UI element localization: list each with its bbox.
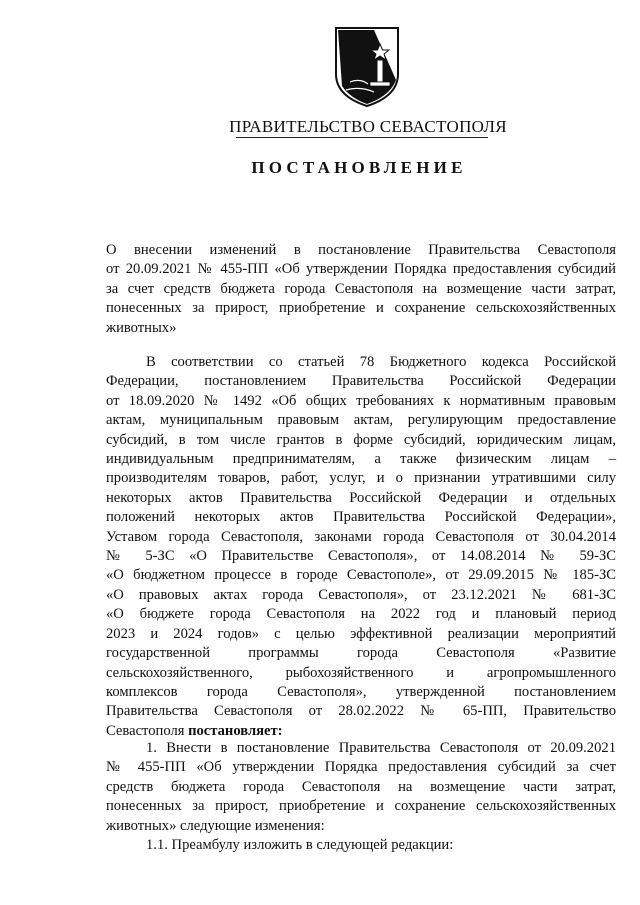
preamble-last-word: Севастополя [106,722,185,739]
preamble-line: комплексов города Севастополя», утвержденной постановлением [106,683,616,700]
decree-keyword: постановляет: [188,722,283,739]
preamble-line: производителям товаров, работ, услуг, и о признании утратившими силу [106,470,616,487]
preamble-line: № 5-ЗС «О Правительстве Севастополя», от 14.08.2014 № 59-ЗС [106,548,616,565]
preamble-paragraph [106,353,616,741]
preamble-line: В соответствии со статьей 78 Бюджетного кодекса Российской [146,354,616,370]
preamble-line: 2023 и 2024 годов» с целью эффективной реализации мероприятий [106,625,616,642]
title-line: О внесении изменений в постановление Правительства Севастополя [106,242,616,258]
document-type-heading: ПОСТАНОВЛЕНИЕ [251,158,467,177]
title-line: за счет средств бюджета города Севастополя на возмещение части затрат, [106,280,616,297]
government-name: ПРАВИТЕЛЬСТВО СЕВАСТОПОЛЯ [229,117,507,136]
preamble-line: положений некоторых актов Правительства Российской Федерации», [106,509,616,526]
header-underline [236,137,488,138]
item-1-1-line: 1.1. Преамбулу изложить в следующей редакции: [146,837,454,854]
coat-of-arms-emblem [330,22,404,108]
preamble-line: индивидуальным предпринимателям, а также физическим лицам – [106,451,616,468]
title-line: понесенных за прирост, приобретение и сохранение сельскохозяйственных [106,300,616,317]
preamble-line: «О правовых актах города Севастополя», от 23.12.2021 № 681-ЗС [106,586,616,603]
item-1-paragraph [106,739,616,855]
item-1-line: № 455-ПП «Об утверждении Порядка предоставления субсидий за счет [106,759,616,776]
item-1-line: средств бюджета города Севастополя на возмещение части затрат, [106,778,616,795]
preamble-line: некоторых актов Правительства Российской Федерации и отдельных [106,489,616,506]
preamble-line: государственной программы города Севастополя «Развитие [106,645,616,662]
preamble-line: Федерации, постановлением Правительства Российской Федерации [106,373,616,390]
preamble-line: Правительства Севастополя от 28.02.2022 № 65-ПП, Правительство [106,703,616,720]
item-1-line: животных» следующие изменения: [106,817,325,834]
item-1-line: 1. Внести в постановление Правительства Севастополя от 20.09.2021 [146,740,616,756]
resolution-title [106,241,616,338]
title-line: от 20.09.2021 № 455-ПП «Об утверждении Порядка предоставления субсидий [106,261,616,278]
preamble-line: Уставом города Севастополя, законами города Севастополя от 30.04.2014 [106,528,616,545]
preamble-line: «О бюджетном процессе в городе Севастополе», от 29.09.2015 № 185-ЗС [106,567,616,584]
title-line: животных» [106,319,177,336]
preamble-line: субсидий, в том числе грантов в форме субсидий, юридическим лицам, [106,431,616,448]
preamble-line: «О бюджете города Севастополя на 2022 год и плановый период [106,606,616,623]
preamble-line: актам, муниципальным правовым актам, регулирующим предоставление [106,412,616,429]
preamble-line: сельскохозяйственного, рыбохозяйственного и агропромышленного [106,664,616,681]
item-1-line: понесенных за прирост, приобретение и сохранение сельскохозяйственных [106,798,616,815]
preamble-line: от 18.09.2020 № 1492 «Об общих требованиях к нормативным правовым [106,392,616,409]
